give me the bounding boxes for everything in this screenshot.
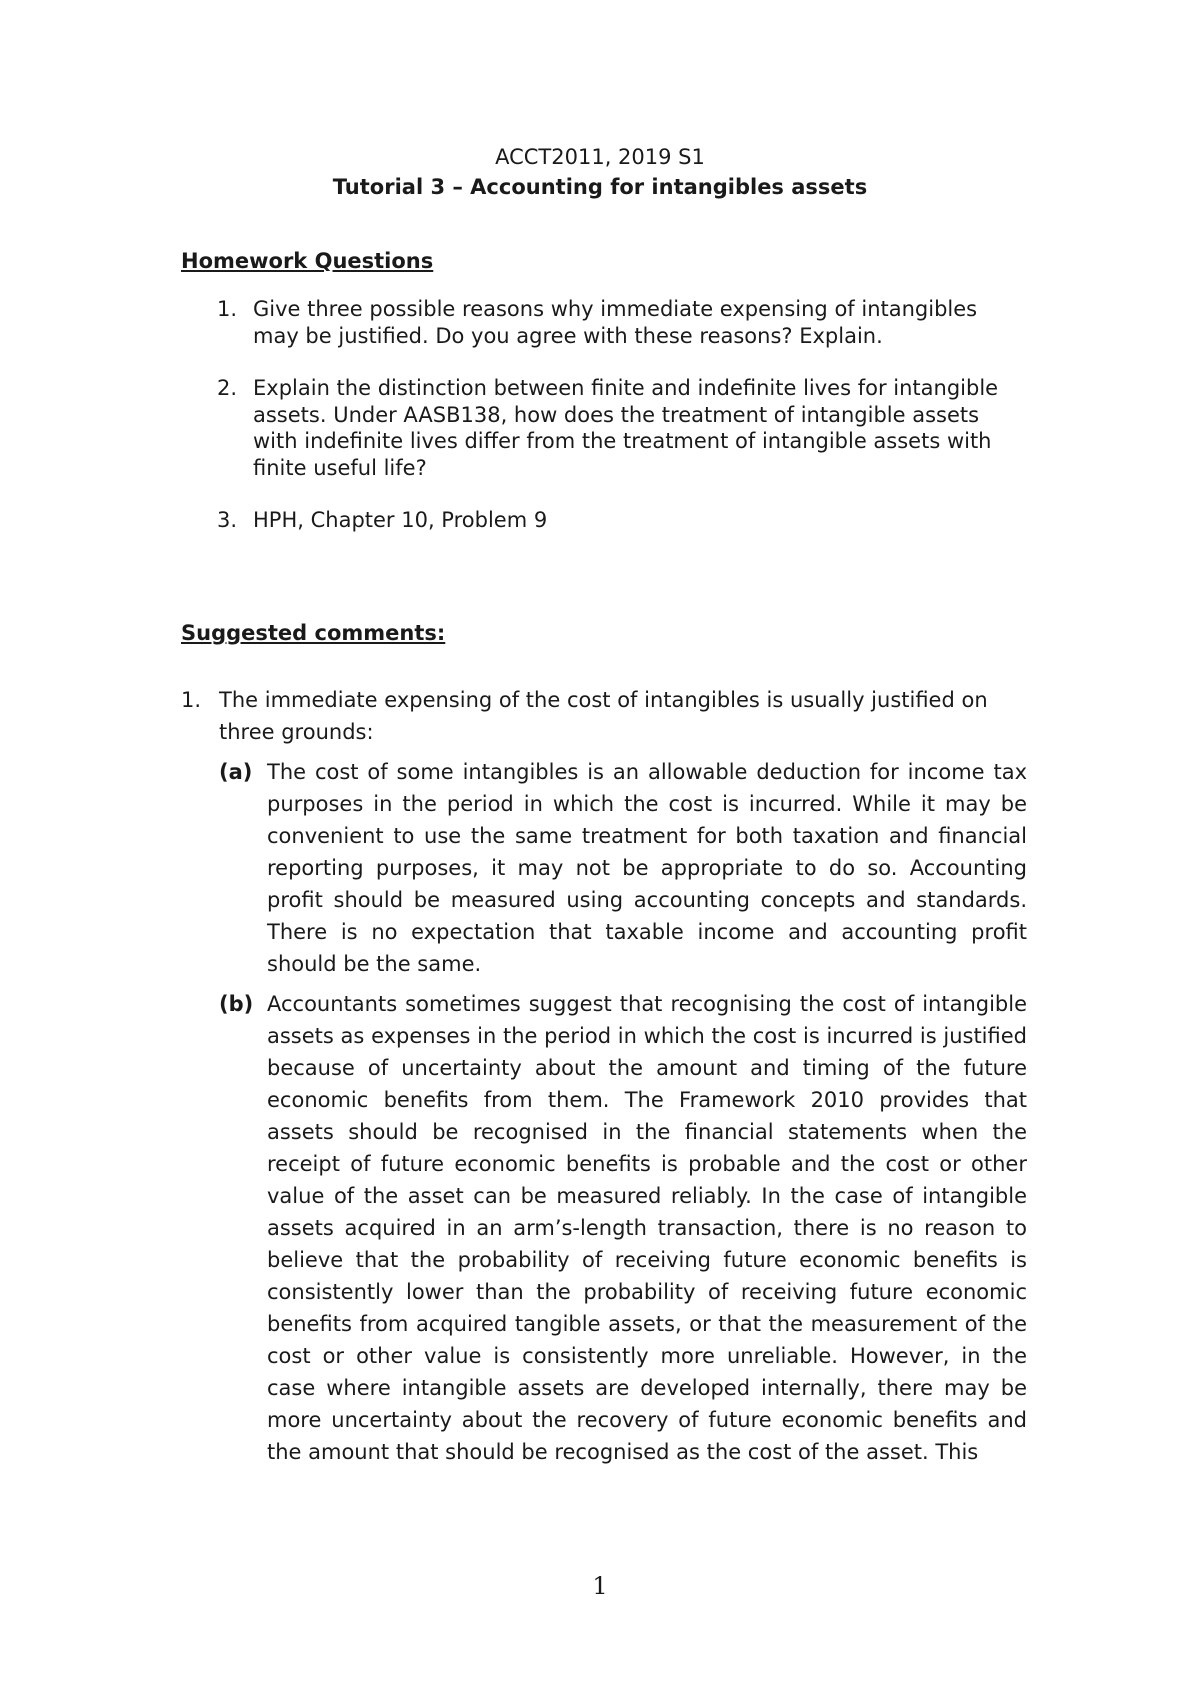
- tutorial-title: Tutorial 3 – Accounting for intangibles assets: [332, 175, 868, 199]
- homework-list: [181, 296, 1001, 560]
- document-header: [0, 142, 1200, 202]
- question-text: Explain the distinction between finite and indefinite lives for intangible assets. Under AASB138, how does the treatment of intangible assets with indefinite lives differ from the treatment of intangible assets with finite useful life?: [253, 376, 999, 480]
- course-title: ACCT2011, 2019 S1: [495, 145, 705, 169]
- homework-question: [181, 296, 1001, 349]
- sub-item-text: Accountants sometimes suggest that recognising the cost of intangible assets as expenses in the period in which the cost is incurred is justified because of uncertainty about the amount and timing of the future economic benefits from them. The Framework 2010 provides that assets should be recognised in the financial statements when the receipt of future economic benefits is probable and the cost or other value of the asset can be measured reliably. In the case of intangible assets acquired in an arm’s-length transaction, there is no reason to believe that the probability of receiving future economic benefits is consistently lower than the probability of receiving future economic benefits from acquired tangible assets, or that the measurement of the cost or other value is consistently more unreliable. However, in the case where intangible assets are developed internally, there may be more uncertainty about the recovery of future economic benefits and the amount that should be recognised as the cost of the asset. This: [267, 992, 1027, 1464]
- question-number: 1.: [217, 297, 238, 321]
- comment-sub-item: [219, 756, 1027, 980]
- sub-item-label: (b): [219, 992, 254, 1016]
- homework-question: [181, 375, 1001, 481]
- question-number: 3.: [217, 508, 238, 532]
- comment-text: The immediate expensing of the cost of intangibles is usually justified on three grounds:: [219, 688, 988, 744]
- question-text: HPH, Chapter 10, Problem 9: [253, 508, 548, 532]
- comment-sub-list: [219, 756, 1027, 1468]
- suggested-comments-list: [181, 684, 1027, 1476]
- comment-item: [181, 684, 1027, 1468]
- page-number: 1: [592, 1572, 608, 1600]
- homework-question: [181, 507, 1001, 534]
- sub-item-text: The cost of some intangibles is an allowable deduction for income tax purposes in the period in which the cost is incurred. While it may be convenient to use the same treatment for both taxation and financial reporting purposes, it may not be appropriate to do so. Accounting profit should be measured using accounting concepts and standards. There is no expectation that taxable income and accounting profit should be the same.: [267, 760, 1027, 976]
- homework-heading: Homework Questions: [181, 249, 434, 273]
- comment-number: 1.: [181, 688, 202, 712]
- comment-sub-item: [219, 988, 1027, 1468]
- question-text: Give three possible reasons why immediate expensing of intangibles may be justified. Do you agree with these reasons? Explain.: [253, 297, 978, 348]
- sub-item-label: (a): [219, 760, 253, 784]
- question-number: 2.: [217, 376, 238, 400]
- suggested-comments-heading: Suggested comments:: [181, 621, 446, 645]
